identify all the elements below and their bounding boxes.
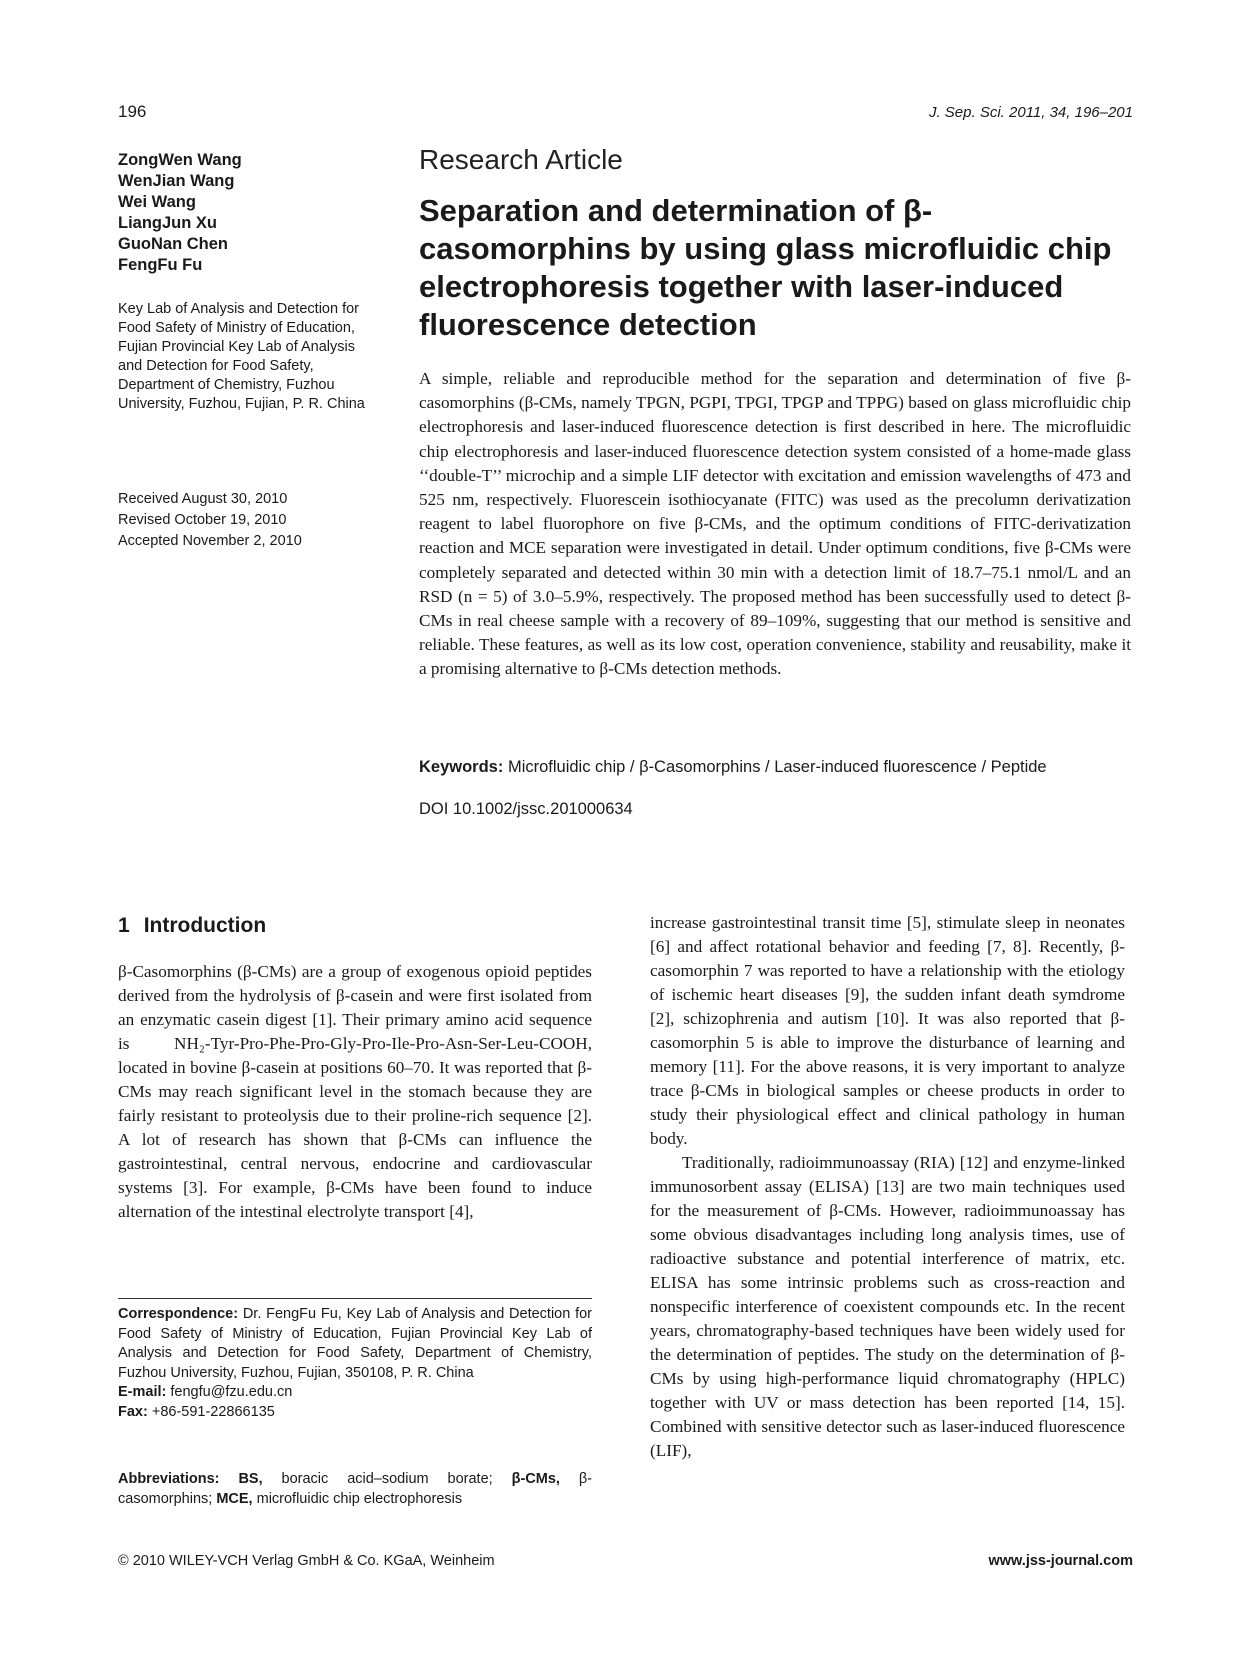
keywords-list: Microfluidic chip / β-Casomorphins / Laser-induced fluorescence / Peptide — [507, 758, 1047, 776]
keywords-label: Keywords: — [419, 758, 504, 776]
paragraph: Traditionally, radioimmunoassay (RIA) [12] and enzyme-linked immunosorbent assay (ELISA) [13] are two main techniques used for the measurement of β-CMs. However, radioimmunoassay has some obvious disadvantages including long analysis times, use of radioactive substance and potential interference of matrix, etc. ELISA has some intrinsic problems such as cross-reaction and nonspecific interference of coexistent compounds etc. In the recent years, chromatography-based techniques have been widely used for the determination of peptides. The study on the determination of β-CMs by using high-performance liquid chromatography (HPLC) together with UV or mass detection has been reported [14, 15]. Combined with sensitive detector such as laser-induced fluorescence (LIF), — [650, 1153, 1125, 1460]
author-name: ZongWen Wang — [118, 151, 242, 169]
abbr-definition: β-casomorphins; — [118, 1471, 593, 1507]
abbr-term: MCE, — [216, 1491, 253, 1507]
article-dates — [118, 489, 378, 552]
abbr-definition: microfluidic chip electrophoresis — [256, 1491, 463, 1507]
abbr-definition: boracic acid–sodium borate; — [281, 1471, 493, 1487]
abbr-term: β-CMs, — [511, 1471, 560, 1487]
email-label: E-mail: — [118, 1384, 167, 1400]
accepted-date: Accepted November 2, 2010 — [118, 533, 302, 549]
abstract: A simple, reliable and reproducible method for the separation and determination of five β-casomorphins (β-CMs, namely TPGN, PGPI, TPGI, TPGP and TPPG) based on glass microfluidic chip electrophoresis and laser-induced fluorescence detection is first described in here. The microfluidic chip electrophoresis and laser-induced fluorescence detection system consisted of a home-made glass ‘‘double-T’’ microchip and a simple LIF detector with excitation and emission wavelengths of 473 and 525 nm, respectively. Fluorescein isothiocyanate (FITC) was used as the precolumn derivatization reagent to label fluorophore on five β-CMs, and the optimum conditions of FITC-derivatization reaction and MCE separation were investigated in detail. Under optimum conditions, five β-CMs were completely separated and detected within 30 min with a detection limit of 18.7–75.1 nmol/L and an RSD (n = 5) of 3.0–5.9%, respectively. The proposed method has been successfully used to detect β-CMs in real cheese sample with a recovery of 89–109%, suggesting that our method is sensitive and reliable. These features, as well as its low cost, operation convenience, stability and reusability, make it a promising alternative to β-CMs detection methods. — [419, 369, 1131, 679]
article-type: Research Article — [419, 144, 623, 175]
revised-date: Revised October 19, 2010 — [118, 512, 287, 528]
keywords — [419, 757, 1131, 778]
affiliation: Key Lab of Analysis and Detection for Food Safety of Ministry of Education, Fujian Provincial Key Lab of Analysis and Detection for Food Safety, Department of Chemistry, Fuzhou University, Fuzhou, Fujian, P. R. China — [118, 301, 365, 412]
author-name: WenJian Wang — [118, 172, 235, 190]
abbreviations-note — [118, 1469, 592, 1509]
paragraph: β-Casomorphins (β-CMs) are a group of exogenous opioid peptides derived from the hydrolysis of β-casein and were first isolated from an enzymatic casein digest [1]. Their primary amino acid sequence is NH₂-Tyr-Pro-Phe-Pro-Gly-Pro-Ile-Pro-Asn-Ser-Leu-COOH, located in bovine β-casein at positions 60–70. It was reported that β-CMs may reach significant level in the stomach because they are fairly resistant to proteolysis due to their proline-rich sequence [2]. A lot of research has shown that β-CMs can influence the gastrointestinal, central nervous, endocrine and cardiovascular systems [3]. For example, β-CMs have been found to induce alternation of the intestinal electrolyte transport [4], — [118, 962, 592, 1221]
author-name: GuoNan Chen — [118, 235, 228, 253]
body-column-right — [650, 911, 1125, 1463]
abbr-term: BS, — [238, 1471, 263, 1487]
email-link[interactable]: fengfu@fzu.edu.cn — [170, 1384, 293, 1400]
article-title: Separation and determination of β-casomorphins by using glass microfluidic chip electrophoresis together with laser-induced fluorescence detection — [419, 193, 1112, 342]
section-number: 1 — [118, 914, 130, 937]
author-name: Wei Wang — [118, 193, 196, 211]
correspondence-address: Dr. FengFu Fu, Key Lab of Analysis and Detection for Food Safety of Ministry of Education, Fujian Provincial Key Lab of Analysis and Detection for Food Safety, Department of Chemistry, Fuzhou University, Fuzhou, Fujian, 350108, P. R. China — [118, 1306, 592, 1381]
correspondence-note — [118, 1298, 592, 1422]
body-column-left — [118, 960, 592, 1224]
fax-number: +86-591-22866135 — [151, 1403, 275, 1420]
author-name: LiangJun Xu — [118, 214, 217, 232]
received-date: Received August 30, 2010 — [118, 491, 288, 507]
doi[interactable]: DOI 10.1002/jssc.201000634 — [419, 800, 633, 818]
journal-website-link[interactable]: www.jss-journal.com — [988, 1553, 1133, 1569]
page-number: 196 — [118, 102, 147, 121]
author-name: FengFu Fu — [118, 256, 203, 274]
journal-reference: J. Sep. Sci. 2011, 34, 196–201 — [928, 104, 1133, 121]
correspondence-label: Correspondence: — [118, 1306, 239, 1322]
fax-label: Fax: — [118, 1403, 148, 1420]
copyright-footer: © 2010 WILEY-VCH Verlag GmbH & Co. KGaA, Weinheim — [118, 1553, 495, 1569]
paragraph: increase gastrointestinal transit time [5], stimulate sleep in neonates [6] and affect rotational behavior and feeding [7, 8]. Recently, β-casomorphin 7 was reported to have a relationship with the etiology of ischemic heart diseases [9], the sudden infant death symdrome [2], schizophrenia and autism [10]. It was also reported that β-casomorphin 5 is able to improve the disturbance of learning and memory [11]. For the above reasons, it is very important to analyze trace β-CMs in biological samples or cheese products in order to study their physiological effect and clinical pathology in human body. — [650, 913, 1125, 1148]
abbreviations-label: Abbreviations: — [118, 1471, 220, 1487]
author-list — [118, 150, 378, 276]
section-heading-introduction — [118, 914, 266, 938]
section-title: Introduction — [143, 914, 267, 937]
